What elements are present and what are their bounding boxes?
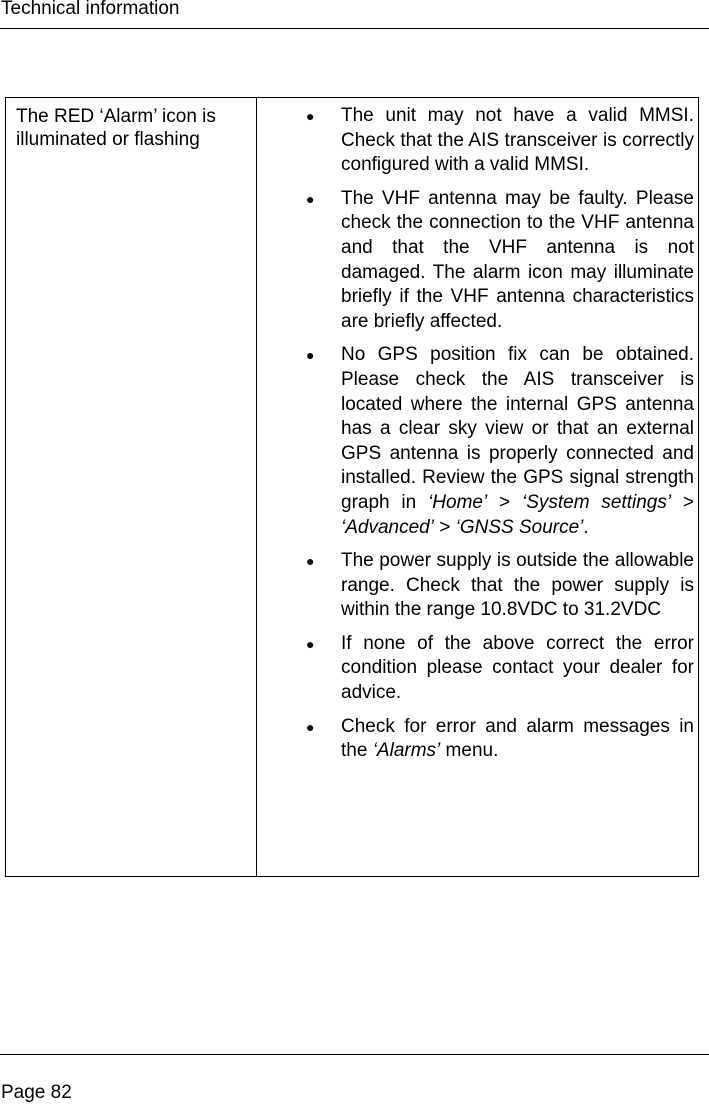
list-item [306,187,694,335]
menu-name-alarms: ‘Alarms’ [372,740,441,762]
list-item [306,343,694,540]
bullet-icon: ● [306,347,315,364]
page-header-title: Technical information [1,0,180,19]
condition-cell: The RED ‘Alarm’ icon is illuminated or flashing [16,106,216,150]
cause-text: The unit may not have a valid MMSI. Check that the AIS transceiver is correctly configured with a valid MMSI. [341,105,694,176]
menu-path-home: ‘Home’ [428,491,488,513]
troubleshooting-table [5,97,699,877]
menu-path-separator: > [487,491,522,513]
list-item [306,715,694,764]
cause-text-end: . [583,516,589,538]
list-item [306,104,694,178]
bullet-icon: ● [306,718,315,735]
bullet-icon: ● [306,108,315,124]
list-item [306,632,694,706]
menu-path-separator: > [671,491,695,513]
cause-text: The power supply is outside the allowable range. Check that the power supply is within the range 10.8VDC to 31.2VDC [341,550,694,621]
menu-path-gnss-source: ‘GNSS Source’ [455,516,584,538]
menu-path-separator: > [433,516,456,538]
page-number: Page 82 [1,1082,72,1103]
footer-rule [0,1054,709,1055]
column-divider [256,98,257,876]
cause-text: The VHF antenna may be faulty. Please check the connection to the VHF antenna and that the VHF antenna is not damaged. The alarm icon may illuminate briefly if the VHF antenna characteristics are briefly affected. [341,187,694,332]
cause-text: If none of the above correct the error condition please contact your dealer for advice. [341,632,694,704]
menu-path-system-settings: ‘System settings’ [521,491,672,513]
header-rule [0,28,709,29]
causes-list [306,104,694,773]
cause-text-end: menu. [440,740,499,762]
cause-text: Check for error and alarm messages in the [341,715,694,762]
bullet-icon: ● [306,635,315,652]
list-item [306,549,694,623]
cause-text: No GPS position fix can be obtained. Please check the AIS transceiver is located where the internal GPS antenna has a clear sky view or that an external GPS antenna is properly connected and installed. Review the GPS signal strength graph in [341,344,694,513]
menu-path-advanced: ‘Advanced’ [341,516,434,538]
bullet-icon: ● [306,553,315,570]
bullet-icon: ● [306,190,315,207]
